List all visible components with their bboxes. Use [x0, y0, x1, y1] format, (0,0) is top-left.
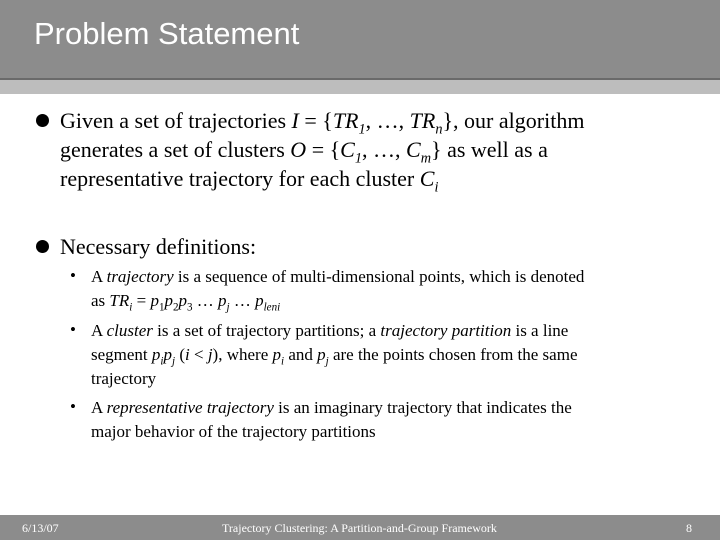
bullet-1-line-1: Given a set of trajectories $I = \{TR_1$, …, $TR_n$}, our algorithm [60, 108, 585, 138]
definition-2-line-3: trajectory [91, 369, 157, 388]
slide-title: Problem Statement [34, 16, 300, 51]
sub-bullet-dot-1: • [70, 266, 76, 285]
bullet-dot-1 [36, 114, 49, 127]
definition-1-line-2: as $TR_i = p_1p_2p_3$ … $p_j$ … $p_{leni}$ [91, 291, 281, 314]
sub-bullet-dot-2: • [70, 320, 76, 339]
definition-3-line-2: major behavior of the trajectory partitions [91, 422, 376, 441]
sub-bullet-dot-3: • [70, 397, 76, 416]
definition-3-line-1: A representative trajectory is an imaginary trajectory that indicates the [91, 398, 572, 417]
definition-2-line-2: segment $p_ip_j$ (i < j), where $p_i$ and $p_j$ are the points chosen from the same [91, 345, 578, 368]
footer-title: Trajectory Clustering: A Partition-and-Group Framework [222, 521, 497, 535]
title-rule [0, 78, 720, 94]
footer-date: 6/13/07 [22, 521, 59, 535]
bullet-2: Necessary definitions: [60, 234, 257, 259]
definition-2-line-1: A cluster is a set of trajectory partitions; a trajectory partition is a line [91, 321, 569, 340]
page-number: 8 [686, 521, 692, 535]
definition-1-line-1: A trajectory is a sequence of multi-dimensional points, which is denoted [91, 267, 585, 286]
bullet-1-line-3: representative trajectory for each cluster $C_i$ [60, 166, 439, 196]
bullet-1-line-2: generates a set of clusters $O = \{C_1$, …, $C_m$} as well as a [60, 137, 548, 167]
title-rule-line [0, 78, 720, 80]
bullet-dot-2 [36, 240, 49, 253]
